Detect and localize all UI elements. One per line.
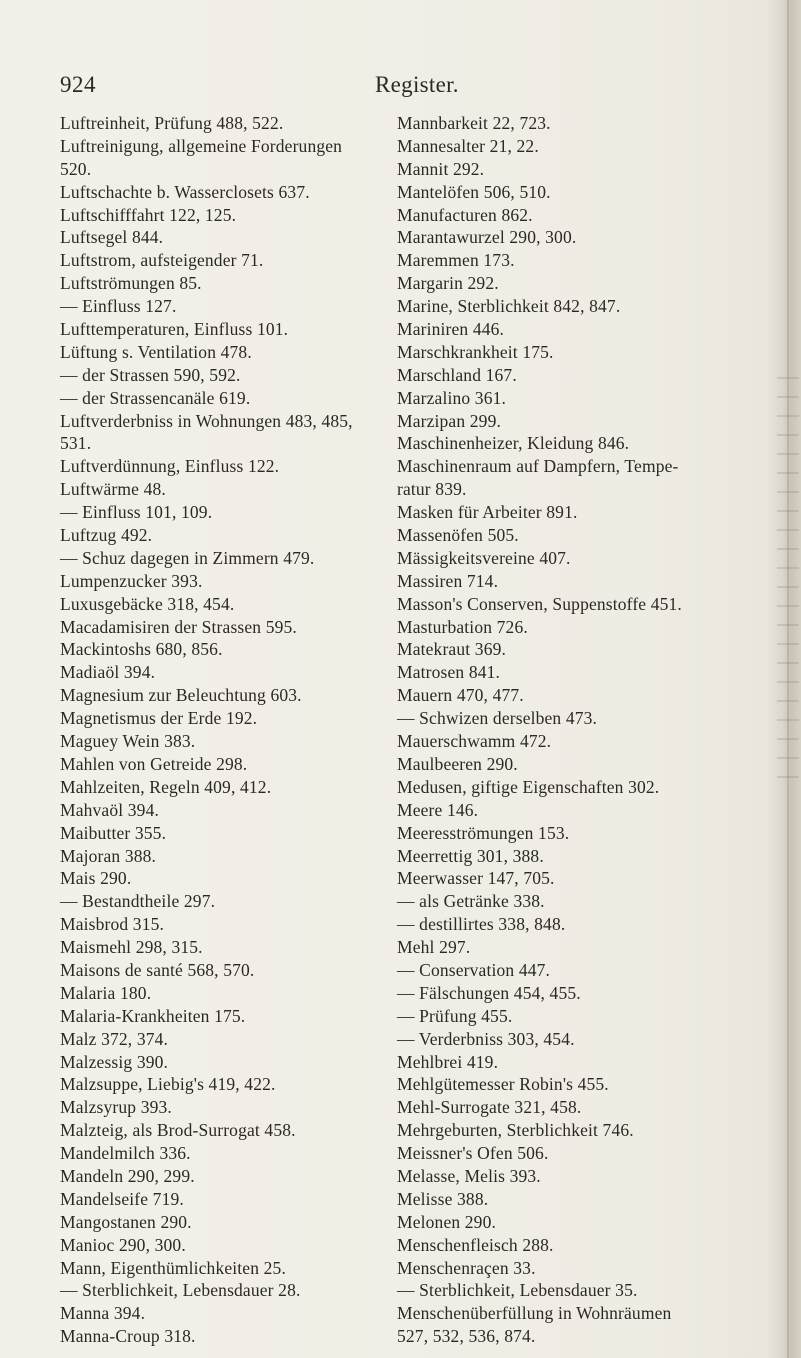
index-column-left bbox=[60, 112, 405, 1348]
index-entry: Massiren 714. bbox=[397, 570, 499, 591]
index-entry: — als Getränke 338. bbox=[397, 891, 545, 912]
index-entry: Mehl 297. bbox=[397, 937, 471, 958]
index-entry: Mahlen von Getreide 298. bbox=[60, 753, 248, 774]
index-entry: Menschenüberfüllung in Wohnräumen bbox=[397, 1303, 672, 1324]
index-entry: — der Strassen 590, 592. bbox=[60, 364, 241, 385]
index-entry: — Schuz dagegen in Zimmern 479. bbox=[60, 547, 315, 568]
index-entry: — Conservation 447. bbox=[397, 959, 551, 980]
index-entry: Mauern 470, 477. bbox=[397, 685, 524, 706]
index-entry: Maremmen 173. bbox=[397, 250, 515, 271]
index-entry: Medusen, giftige Eigenschaften 302. bbox=[397, 776, 660, 797]
index-entry: Mannbarkeit 22, 723. bbox=[397, 113, 551, 133]
index-entry: Maschinenheizer, Kleidung 846. bbox=[397, 433, 630, 454]
index-entry: Lüftung s. Ventilation 478. bbox=[60, 341, 252, 362]
index-entry: Malaria 180. bbox=[60, 982, 152, 1003]
page-title: Register. bbox=[375, 72, 459, 97]
index-entry: Macadamisiren der Strassen 595. bbox=[60, 616, 297, 637]
index-entry: Mannesalter 21, 22. bbox=[397, 135, 539, 156]
index-entry: Meeresströmungen 153. bbox=[397, 822, 570, 843]
index-entry: 527, 532, 536, 874. bbox=[397, 1326, 536, 1347]
index-entry: Mariniren 446. bbox=[397, 319, 505, 340]
index-entry: Massenöfen 505. bbox=[397, 525, 519, 546]
index-entry: Marschkrankheit 175. bbox=[397, 341, 554, 362]
page-header bbox=[60, 72, 720, 102]
index-entry: Luxusgebäcke 318, 454. bbox=[60, 593, 235, 614]
index-entry: Magnetismus der Erde 192. bbox=[60, 708, 258, 729]
index-entry: — Einfluss 127. bbox=[60, 296, 177, 317]
index-entry: Maisons de santé 568, 570. bbox=[60, 959, 255, 980]
index-entry: Maschinenraum auf Dampfern, Tempe- bbox=[397, 456, 679, 477]
index-entry: Luftstrom, aufsteigender 71. bbox=[60, 250, 264, 271]
index-entry: Menschenraçen 33. bbox=[397, 1257, 536, 1278]
index-entry: Marzalino 361. bbox=[397, 387, 507, 408]
index-entry: Mehlbrei 419. bbox=[397, 1051, 499, 1072]
page-edge-marks bbox=[777, 360, 799, 780]
index-entry: — Schwizen derselben 473. bbox=[397, 708, 598, 729]
index-entry: Luftverdünnung, Einfluss 122. bbox=[60, 456, 280, 477]
index-entry: Marschland 167. bbox=[397, 364, 517, 385]
index-entry: Margarin 292. bbox=[397, 273, 499, 294]
index-entry: Lufttemperaturen, Einfluss 101. bbox=[60, 319, 289, 340]
index-entry: Meere 146. bbox=[397, 799, 479, 820]
index-entry: Maguey Wein 383. bbox=[60, 731, 196, 752]
index-entry: Mackintoshs 680, 856. bbox=[60, 639, 223, 660]
index-entry: Manufacturen 862. bbox=[397, 204, 533, 225]
index-entry: — Fälschungen 454, 455. bbox=[397, 982, 581, 1003]
index-entry: Luftwärme 48. bbox=[60, 479, 166, 500]
index-entry: Matekraut 369. bbox=[397, 639, 507, 660]
index-entry: Maibutter 355. bbox=[60, 822, 167, 843]
index-entry: Malzteig, als Brod-Surrogat 458. bbox=[60, 1120, 296, 1141]
index-entry: Maismehl 298, 315. bbox=[60, 937, 203, 958]
index-entry: Malz 372, 374. bbox=[60, 1028, 169, 1049]
index-entry: Mangostanen 290. bbox=[60, 1211, 192, 1232]
index-entry: Mandelseife 719. bbox=[60, 1188, 184, 1209]
index-entry: Madiaöl 394. bbox=[60, 662, 156, 683]
index-entry: Melisse 388. bbox=[397, 1188, 489, 1209]
index-entry: Mahvaöl 394. bbox=[60, 799, 160, 820]
index-entry: Meissner's Ofen 506. bbox=[397, 1143, 549, 1164]
index-entry: Magnesium zur Beleuchtung 603. bbox=[60, 685, 302, 706]
index-entry: Mantelöfen 506, 510. bbox=[397, 181, 551, 202]
index-entry: Malzsyrup 393. bbox=[60, 1097, 172, 1118]
index-entry: Mandelmilch 336. bbox=[60, 1143, 191, 1164]
index-column-right bbox=[397, 112, 769, 1348]
index-entry: Luftreinigung, allgemeine Forderungen bbox=[60, 135, 343, 156]
index-entry: Malzessig 390. bbox=[60, 1051, 169, 1072]
index-entry: — Sterblichkeit, Lebensdauer 35. bbox=[397, 1280, 638, 1301]
index-entry: Majoran 388. bbox=[60, 845, 157, 866]
index-entry: Mehl-Surrogate 321, 458. bbox=[397, 1097, 582, 1118]
index-entry: Luftverderbniss in Wohnungen 483, 485, bbox=[60, 410, 353, 431]
index-entry: — Sterblichkeit, Lebensdauer 28. bbox=[60, 1280, 301, 1301]
index-entry: Maisbrod 315. bbox=[60, 914, 165, 935]
page-number: 924 bbox=[60, 72, 96, 97]
index-entry: Mässigkeitsvereine 407. bbox=[397, 547, 571, 568]
index-entry: Manioc 290, 300. bbox=[60, 1234, 186, 1255]
index-entry: Malaria-Krankheiten 175. bbox=[60, 1005, 246, 1026]
index-entry: Menschenfleisch 288. bbox=[397, 1234, 554, 1255]
index-entry: — der Strassencanäle 619. bbox=[60, 387, 251, 408]
index-entry: Mehlgütemesser Robin's 455. bbox=[397, 1074, 609, 1095]
index-entry: Malzsuppe, Liebig's 419, 422. bbox=[60, 1074, 276, 1095]
index-entry: Mais 290. bbox=[60, 868, 132, 889]
index-entry: Manna 394. bbox=[60, 1303, 146, 1324]
index-entry: Mann, Eigenthümlichkeiten 25. bbox=[60, 1257, 286, 1278]
index-entry: Maulbeeren 290. bbox=[397, 753, 518, 774]
index-entry: ratur 839. bbox=[397, 479, 467, 500]
index-entry: Luftschachte b. Wasserclosets 637. bbox=[60, 181, 310, 202]
index-entry: Mannit 292. bbox=[397, 158, 485, 179]
index-entry: Luftzug 492. bbox=[60, 525, 153, 546]
index-entry: 520. bbox=[60, 158, 92, 179]
index-entry: Melasse, Melis 393. bbox=[397, 1165, 541, 1186]
index-entry: Mandeln 290, 299. bbox=[60, 1165, 195, 1186]
index-entry: Luftsegel 844. bbox=[60, 227, 164, 248]
index-entry: — Einfluss 101, 109. bbox=[60, 502, 213, 523]
index-entry: Marantawurzel 290, 300. bbox=[397, 227, 577, 248]
index-entry: Manna-Croup 318. bbox=[60, 1326, 196, 1347]
index-entry: Lumpenzucker 393. bbox=[60, 570, 203, 591]
index-entry: Meerrettig 301, 388. bbox=[397, 845, 544, 866]
index-entry: Luftströmungen 85. bbox=[60, 273, 202, 294]
index-entry: Marzipan 299. bbox=[397, 410, 502, 431]
index-entry: Marine, Sterblichkeit 842, 847. bbox=[397, 296, 621, 317]
index-entry: Meerwasser 147, 705. bbox=[397, 868, 555, 889]
index-entry: 531. bbox=[60, 433, 92, 454]
index-entry: Matrosen 841. bbox=[397, 662, 501, 683]
index-entry: — destillirtes 338, 848. bbox=[397, 914, 566, 935]
index-entry: Masken für Arbeiter 891. bbox=[397, 502, 578, 523]
index-entry: — Verderbniss 303, 454. bbox=[397, 1028, 575, 1049]
index-entry: Mehrgeburten, Sterblichkeit 746. bbox=[397, 1120, 634, 1141]
index-entry: Luftreinheit, Prüfung 488, 522. bbox=[60, 113, 284, 133]
index-entry: — Bestandtheile 297. bbox=[60, 891, 216, 912]
index-entry: Masson's Conserven, Suppenstoffe 451. bbox=[397, 593, 682, 614]
index-entry: Masturbation 726. bbox=[397, 616, 528, 637]
index-entry: Luftschifffahrt 122, 125. bbox=[60, 204, 237, 225]
index-entry: Melonen 290. bbox=[397, 1211, 497, 1232]
index-entry: — Prüfung 455. bbox=[397, 1005, 513, 1026]
index-entry: Mauerschwamm 472. bbox=[397, 731, 552, 752]
index-entry: Mahlzeiten, Regeln 409, 412. bbox=[60, 776, 272, 797]
